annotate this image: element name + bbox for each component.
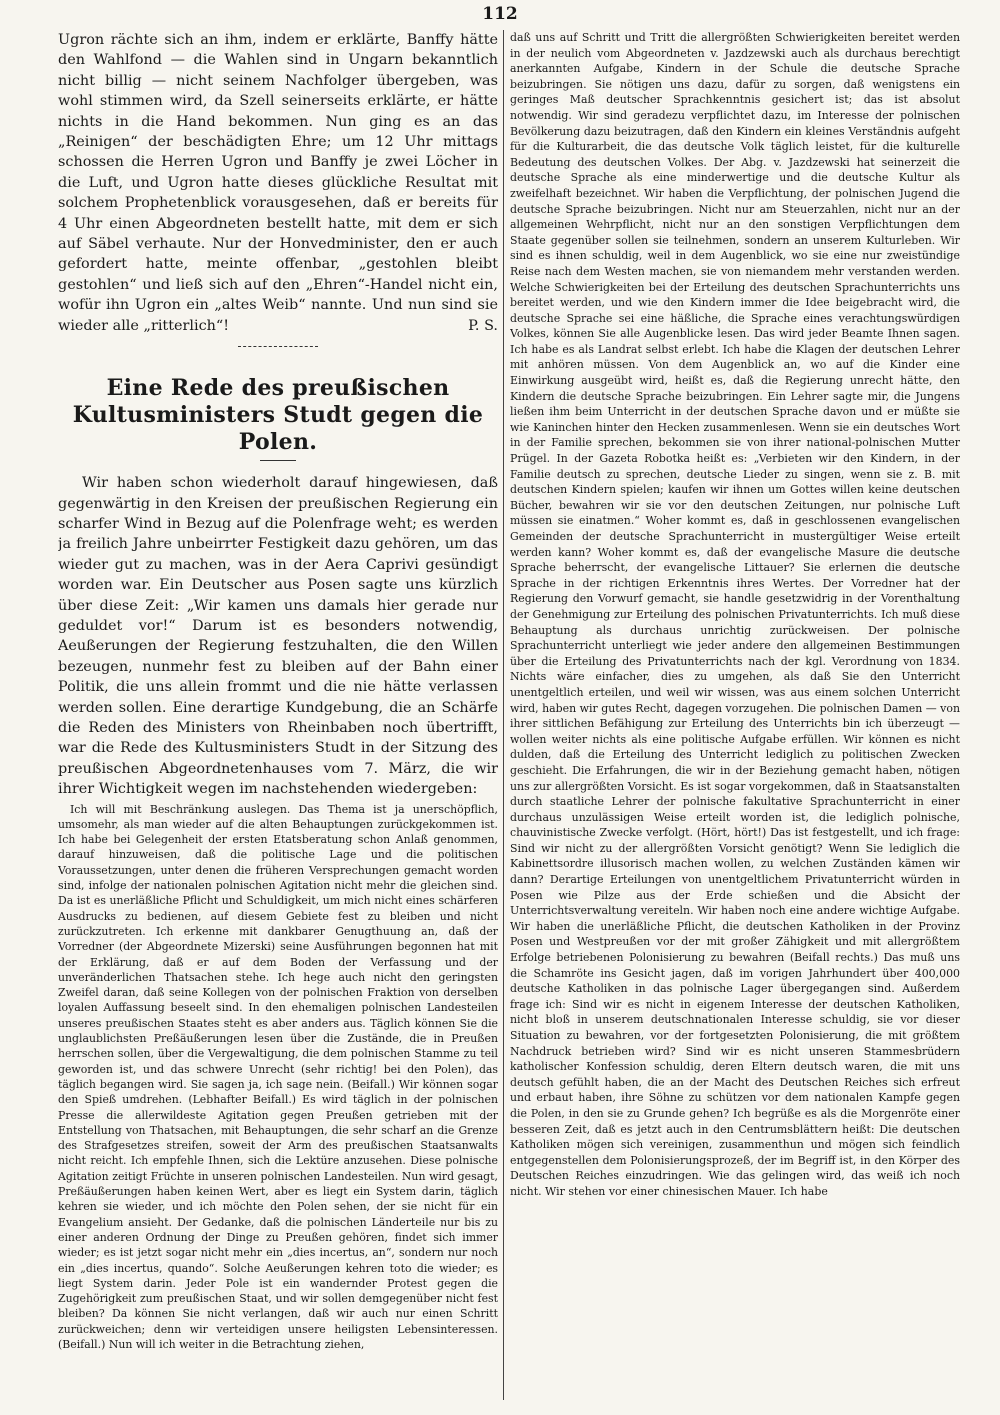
page-number: 112 [482, 4, 518, 24]
speech-text-right: daß uns auf Schritt und Tritt die allergrößten Schwierigkeiten bereitet werden in der neulich vom Abgeordneten v. Jazdzewski auch als durchaus berechtigt anerkannten Aufgabe, Kindern in der Schule die deutsche Sprache beizubringen. Sie nötigen uns dazu, dafür zu sorgen, daß wenigstens ein geringes Maß deutscher Sprachkenntnis gesichert ist; das ist absolut notwendig. Wir sind geradezu verpflichtet dazu, im Interesse der polnischen Bevölkerung dazu beizutragen, daß den Kindern ein kleines Verständnis aufgeht für die Kulturarbeit, die das deutsche Volk täglich leistet, für die kulturelle Bedeutung des deutschen Volkes. Der Abg. v. Jazdzewski hat seinerzeit die deutsche Sprache als eine minderwertige und die deutsche Kultur als zweifelhaft bezeichnet. Wir haben die Verpflichtung, der polnischen Jugend die deutsche Sprache beizubringen. Nicht nur am Steuerzahlen, nicht nur an der allgemeinen Wehrpflicht, nicht nur an den sonstigen Verpflichtungen dem Staate gegenüber sollen sie teilnehmen, sondern an unserem Kulturleben. Wir sind es ihnen schuldig, weil in dem Augenblick, wo sie eine nur zweistündige Reise nach dem Westen machen, sie von niemandem mehr verstanden werden. Welche Schwierigkeiten bei der Erteilung des deutschen Sprachunterrichts uns bereitet werden, und wie den Kindern immer die Idee beigebracht wird, die deutsche Sprache sei eine häßliche, die Sprache eines verachtungswürdigen Volkes, können Sie alle Augenblicke lesen. Das wird jeder Beamte Ihnen sagen. Ich habe es als Landrat selbst erlebt. Ich habe die Klagen der deutschen Lehrer mit anhören müssen. Von dem Augenblick an, wo auf die Kinder eine Einwirkung ausgeübt wird, heißt es, daß die Regierung unrecht hätte, den Kindern die deutsche Sprache beizubringen. Ein Lehrer sagte mir, die Jungens ließen ihm beim Unterricht in der deutschen Sprache davon und er müßte sie wie Kaninchen hinter den Hecken zusammenlesen. Wenn sie ein deutsches Wort in der Familie sprechen, bekommen sie von ihrer national-polnischen Mutter Prügel. In der Gazeta Robotka heißt es: „Verbieten wir den Kindern, in der Familie deutsch zu sprechen, deutsche Lieder zu singen, wenn sie z. B. mit deutschen Kindern spielen; kaufen wir ihnen um Gottes willen keine deutschen Bücher, bewahren wir sie vor den deutschen Zeitungen, nur polnische Luft müssen sie einatmen.“ Woher kommt es, daß in geschlossenen evangelischen Gemeinden der deutsche Sprachunterricht in mustergültiger Weise erteilt werden kann? Woher kommt es, daß der evangelische Masure die deutsche Sprache beherrscht, der evangelische Littauer? Sie erlernen die deutsche Sprache in der richtigen Erkenntnis ihres Wertes. Der Vorredner hat der Regierung den Vorwurf gemacht, sie handle gesetzwidrig in der Vorenthaltung der Genehmigung zur Erteilung des polnischen Privatunterrichts. Ich muß diese Behauptung als durchaus unrichtig zurückweisen. Der polnische Sprachunterricht unterliegt wie jeder andere den allgemeinen Bestimmungen über die Erteilung des Privatunterrichts nach der kgl. Verordnung von 1834. Nichts wäre einfacher, dies zu umgehen, als daß Sie den Unterricht unentgeltlich erteilen, und weil wir wissen, was aus einem solchen Unterricht wird, haben wir gutes Recht, dagegen vorzugehen. Die polnischen Damen — von ihrer sittlichen Befähigung zur Erteilung des Unterrichts bin ich überzeugt — wollen weiter nichts als eine politische Aufgabe erfüllen. Wir können es nicht dulden, daß die Erteilung des Unterricht lediglich zu politischen Zwecken geschieht. Die Erfahrungen, die wir in der Beziehung gemacht haben, nötigen uns zur allergrößten Vorsicht. Es ist sogar vorgekommen, daß in Staatsanstalten durch staatliche Lehrer der polnische fakultative Sprachunterricht in einer durchaus unzulässigen Weise erteilt worden ist, die lediglich polnische, chauvinistische Zwecke verfolgt. (Hört, hört!) Das ist festgestellt, und ich frage: Sind wir nicht zu der allergrößten Vorsicht genötigt? Wenn Sie lediglich die Kabinettsordre illusorisch machen wollen, zu welchen Zuständen kämen wir dann? Derartige Erteilungen von unentgeltlichem Privatunterricht würden in Posen wie Pilze aus der Erde schießen und die Absicht der Unterrichtsverwaltung vereiteln. Wir haben noch eine andere wichtige Aufgabe. Wir haben die unerläßliche Pflicht, die deutschen Katholiken in der Provinz Posen und Westpreußen vor der mit großer Zähigkeit und mit allergrößtem Erfolge betriebenen Polonisierung zu bewahren (Beifall rechts.) Das muß uns die Schamröte ins Gesicht jagen, daß im vorigen Jahrhundert über 400,000 deutsche Katholiken in das polnische Lager übergegangen sind. Außerdem frage ich: Sind wir es nicht in eigenem Interesse der deutschen Katholiken, nicht bloß in unserem deutschnationalen Interesse schuldig, sie vor dieser Situation zu bewahren, vor der fortgesetzten Polonisierung, die mit größtem Nachdruck betrieben wird? Sind wir es nicht unseren Stammesbrüdern katholischer Konfession schuldig, deren Eltern deutsch waren, die mit uns deutsch gefühlt haben, die an der Macht des Deutschen Reiches sich erfreut und erbaut haben, ihre Söhne zu schützen vor dem nationalen Kampfe gegen die Polen, in den sie zu Grunde gehen? Ich begrüße es als die Morgenröte einer besseren Zeit, daß es jetzt auch in den Centrumsblättern heißt: Die deutschen Katholiken mögen sich vereinigen, zusammenthun und mögen sich feindlich entgegenstellen dem Polonisierungsprozeß, der im Begriff ist, in den Körper des Deutschen Reiches einzudringen. Wie das gelingen wird, das weiß ich noch nicht. Wir stehen vor einer chinesischen Mauer. Ich habe [510, 31, 960, 1198]
headline-rule [260, 460, 296, 461]
right-column [510, 30, 960, 1200]
column-rule [503, 30, 504, 1400]
article-headline: Eine Rede des preußischen Kultusministers Studt gegen die Polen. [72, 375, 484, 456]
lead-article-text [58, 30, 498, 336]
lead-article-signature: P. S. [468, 317, 498, 334]
lead-article-body: Ugron rächte sich an ihm, indem er erklärte, Banffy hätte den Wahlfond — die Wahlen sind in Ungarn bekanntlich nicht billig — nicht seinem Nachfolger übergeben, was wohl stimmen wird, da Szell seinerseits erklärte, er hätte nichts in die Hand bekommen. Nun ging es an das „Reinigen“ der beschädigten Ehre; um 12 Uhr mittags schossen die Herren Ugron und Banffy je zwei Löcher in die Luft, und Ugron hatte dieses glückliche Resultat mit solchem Prophetenblick vorausgesehen, daß er bereits für 4 Uhr einen Abgeordneten bestellt hatte, mit dem er sich auf Säbel verhaute. Nur der Honvedminister, den er auch gefordert hatte, meinte offenbar, „gestohlen bleibt gestohlen“ und ließ sich auf den „Ehren“-Handel nicht ein, wofür ihn Ugron ein „altes Weib“ nannte. Und nun sind sie wieder alle „ritterlich“! [58, 32, 498, 334]
left-column [58, 30, 498, 1352]
article-intro: Wir haben schon wiederholt darauf hingewiesen, daß gegenwärtig in den Kreisen der preußischen Regierung ein scharfer Wind in Bezug auf die Polenfrage weht; es werden ja freilich Jahre unbeirrter Festigkeit dazu gehören, um das wieder gut zu machen, was in der Aera Caprivi gesündigt worden war. Ein Deutscher aus Posen sagte uns kürzlich über diese Zeit: „Wir kamen uns damals hier gerade nur geduldet vor!“ Darum ist es besonders notwendig, Aeußerungen der Regierung festzuhalten, die den Willen bezeugen, nunmehr fest zu bleiben auf der Bahn einer Politik, die uns allein frommt und die nie hätte verlassen werden sollen. Eine derartige Kundgebung, die an Schärfe die Reden des Ministers von Rheinbaben noch übertrifft, war die Rede des Kultusministers Studt in der Sitzung des preußischen Abgeordnetenhauses vom 7. März, die wir ihrer Wichtigkeit wegen im nachstehenden wiedergeben: [58, 475, 498, 798]
section-divider [238, 346, 318, 347]
speech-text-left: Ich will mit Beschränkung auslegen. Das Thema ist ja unerschöpflich, umsomehr, als man wieder auf die alten Behauptungen zurückgekommen ist. Ich habe bei Gelegenheit der ersten Etatsberatung schon Anlaß genommen, darauf hinzuweisen, daß die politische Lage und die politischen Voraussetzungen, unter denen die früheren Versprechungen gemacht worden sind, infolge der nationalen polnischen Agitation nicht mehr die gleichen sind. Da ist es unerläßliche Pflicht und Schuldigkeit, um mich nicht eines schärferen Ausdrucks zu bedienen, auf diesem Gebiete fest zu bleiben und nicht zurückzutreten. Ich erkenne mit dankbarer Genugthuung an, daß der Vorredner (der Abgeordnete Mizerski) seine Ausführungen begonnen hat mit der Erklärung, daß er auf dem Boden der Verfassung und der unveränderlichen Thatsachen stehe. Ich hege auch nicht den geringsten Zweifel daran, daß seine Kollegen von der polnischen Fraktion von derselben loyalen Auffassung beseelt sind. In den ehemaligen polnischen Landesteilen unseres preußischen Staates steht es aber anders aus. Täglich können Sie die unglaublichsten Preßäußerungen lesen über die Zustände, die in Preußen herrschen sollen, über die Vergewaltigung, die dem polnischen Stamme zu teil geworden ist, und das schwere Unrecht (sehr richtig! bei den Polen), das täglich begangen wird. Sie sagen ja, ich sage nein. (Beifall.) Wir können sogar den Spieß umdrehen. (Lebhafter Beifall.) Es wird täglich in der polnischen Presse die allerwildeste Agitation gegen Preußen getrieben mit der Entstellung von Thatsachen, mit Behauptungen, die sehr scharf an die Grenze des Strafgesetzes streifen, soweit der Arm des preußischen Staatsanwalts nicht reicht. Ich empfehle Ihnen, sich die Lektüre anzusehen. Diese polnische Agitation zeitigt Früchte in unseren polnischen Landesteilen. Nun wird gesagt, Preßäußerungen haben keinen Wert, aber es liegt ein System darin, täglich kehren sie wieder, und ich möchte den Polen sehen, der sie nicht für ein Evangelium ansieht. Der Gedanke, daß die polnischen Länderteile nur bis zu einer anderen Ordnung der Dinge zu Preußen gehören, findet sich immer wieder; es ist jetzt sogar nicht mehr ein „dies incertus, an“, sondern nur noch ein „dies incertus, quando“. Solche Aeußerungen kehren toto die wieder; es liegt System darin. Jeder Pole ist ein wandernder Protest gegen die Zugehörigkeit zum preußischen Staat, und wir sollen demgegenüber nicht fest bleiben? Da können Sie nicht verlangen, daß wir auch nur einen Schritt zurückweichen; denn wir verteidigen unsere heiligsten Lebensinteressen. (Beifall.) Nun will ich weiter in die Betrachtung ziehen, [58, 802, 498, 1351]
